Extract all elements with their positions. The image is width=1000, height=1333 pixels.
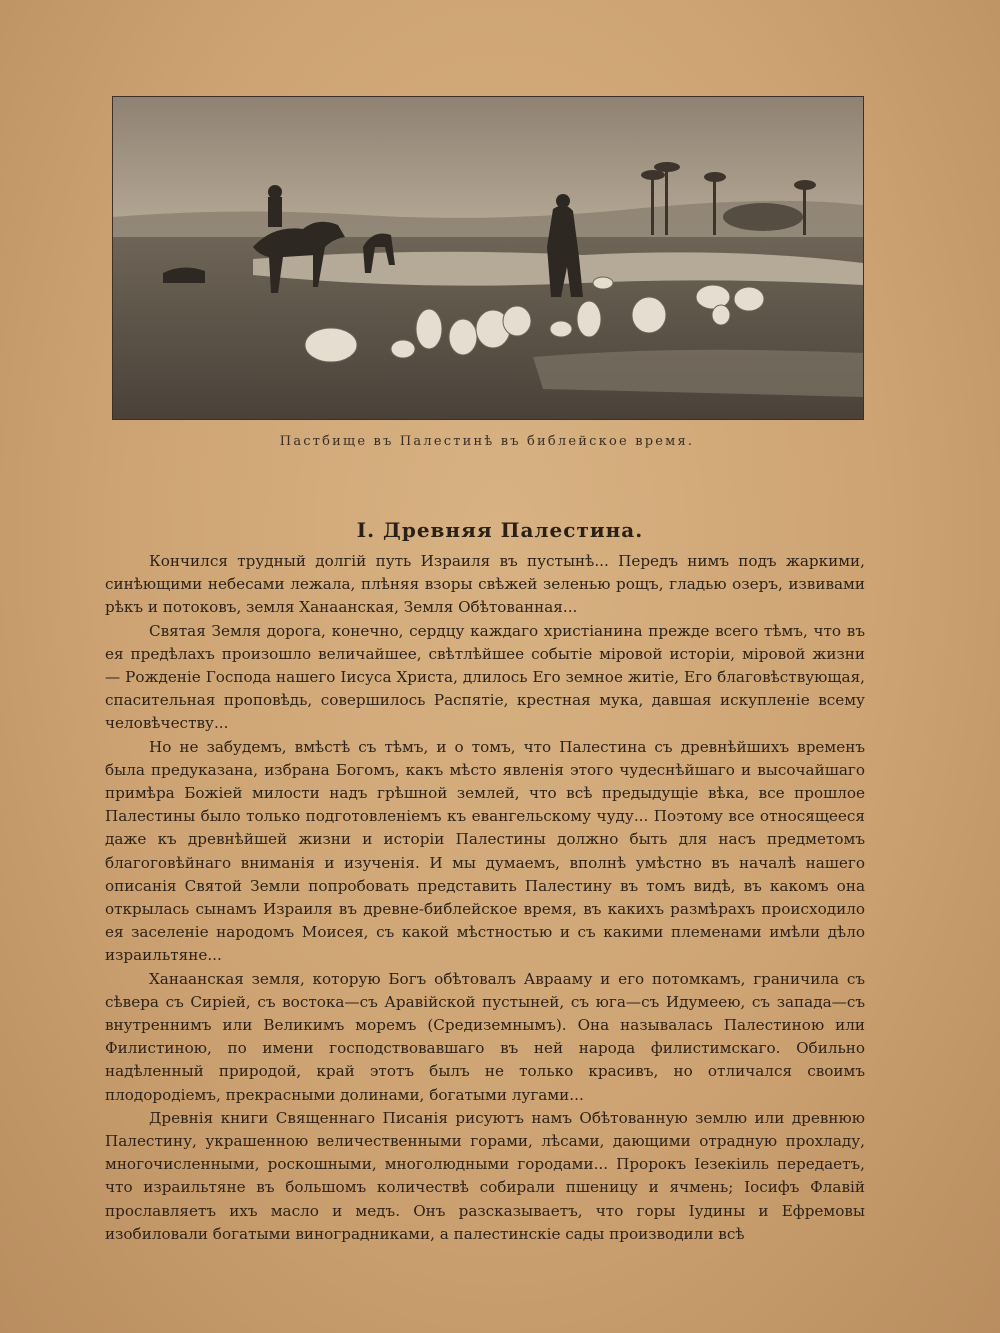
- pasture-illustration: [112, 96, 864, 420]
- paragraph: Древнія книги Священнаго Писанія рисуютъ намъ Обѣтованную землю или древнюю Палестину, украшенною величественными горами, лѣсами, дающими отрадную прохладу, многочисленными, роскошными, многолюдными городами... Пророкъ Іезекіиль передаетъ, что израильтяне въ большомъ количествѣ собирали пшеницу и ячмень; Іосифъ Флавій прославляетъ ихъ масло и медъ. Онъ разсказываетъ, что горы Іудины и Ефремовы изобиловали богатыми виноградниками, а палестинскіе сады производили всѣ: [105, 1108, 865, 1243]
- figure-caption: Пастбище въ Палестинѣ въ библейское время.: [279, 434, 695, 449]
- article-body: [105, 550, 865, 1246]
- paragraph: Но не забудемъ, вмѣстѣ съ тѣмъ, и о томъ, что Палестина съ древнѣйшихъ временъ была предуказана, избрана Богомъ, какъ мѣсто явленія этого чудеснѣйшаго и высочайшаго примѣра Божіей милости надъ грѣшной землей, что всѣ предыдущіе вѣка, все прошлое Палестины было только подготовленіемъ къ евангельскому чуду... Поэтому все относящееся даже къ древнѣйшей жизни и исторіи Палестины должно быть для насъ предметомъ благоговѣйнаго вниманія и изученія. И мы думаемъ, вполнѣ умѣстно въ началѣ нашего описанія Святой Земли попробовать представить Палестину въ томъ видѣ, въ какомъ она открылась сынамъ Израиля въ древне-библейское время, въ какихъ размѣрахъ происходило ея заселеніе народомъ Моисея, съ какой мѣстностью и съ какими племенами имѣли дѣло израильтяне...: [105, 737, 865, 965]
- paragraph: Ханаанская земля, которую Богъ обѣтовалъ Аврааму и его потомкамъ, граничила съ сѣвера съ Сиріей, съ востока—съ Аравійской пустыней, съ юга—съ Идумеею, съ запада—съ внутреннимъ или Великимъ моремъ (Средиземнымъ). Она называлась Палестиною или Филистиною, по имени господствовавшаго въ ней народа филистимскаго. Обильно надѣленный природой, край этотъ былъ не только красивъ, но отличался своимъ плодородіемъ, прекрасными долинами, богатыми лугами...: [105, 969, 865, 1104]
- section-title: I. Древняя Палестина.: [356, 518, 644, 542]
- pasture-engraving: [113, 97, 863, 419]
- paragraph: Кончился трудный долгій путь Израиля въ пустынѣ... Передъ нимъ подъ жаркими, синѣющими небесами лежала, плѣняя взоры свѣжей зеленью рощъ, гладью озеръ, извивами рѣкъ и потоковъ, земля Ханаанская, Земля Обѣтованная...: [105, 552, 865, 617]
- paragraph: Святая Земля дорога, конечно, сердцу каждаго христіанина прежде всего тѣмъ, что въ ея предѣлахъ произошло величайшее, свѣтлѣйшее событіе міровой исторіи, міровой жизни — Рожденіе Господа нашего Іисуса Христа, длилось Его земное житіе, Его благовѣствующая, спасительная проповѣдь, совершилось Распятіе, крестная мука, давшая искупленіе всему человѣчеству...: [105, 621, 865, 733]
